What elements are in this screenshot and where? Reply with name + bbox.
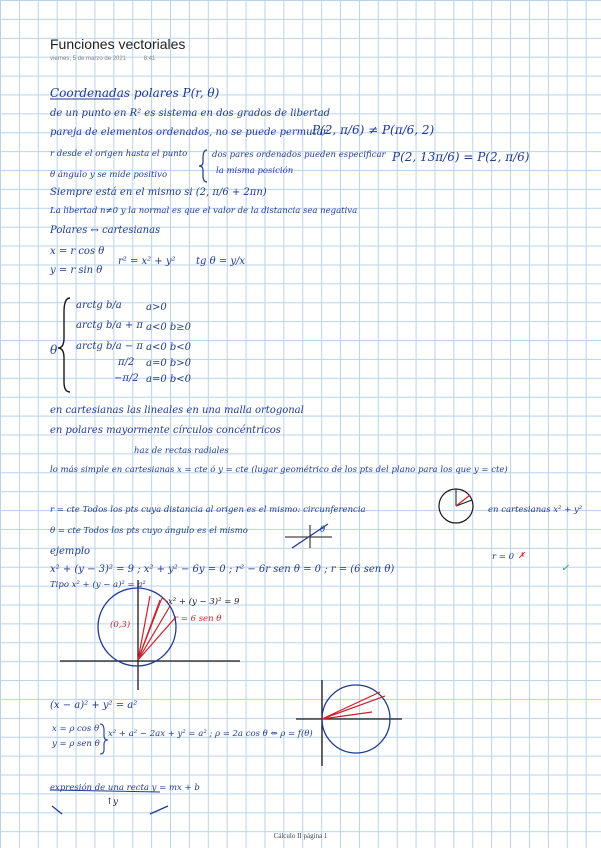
brace-large — [58, 298, 70, 392]
page-time: 8:41 — [143, 56, 156, 62]
note-case: arctg b/a − π — [76, 341, 143, 352]
note-formula: x² + (y − 3)² = 9 ; x² + y² − 6y = 0 ; r² − 6r sen θ = 0 ; r = (6 sen θ) — [50, 564, 395, 575]
diagram-label-center: (0,3) — [110, 620, 131, 630]
note-heading-polar: Coordenadas polares P(r, θ) — [50, 86, 220, 100]
note-cond: a<0 b≥0 — [146, 322, 192, 333]
note-case: arctg b/a — [76, 300, 122, 311]
note-case: arctg b/a + π — [76, 320, 143, 331]
note-case: π/2 — [118, 357, 135, 368]
note-formula: r = 0 — [492, 552, 514, 562]
note-heading: Polares ↔ cartesianas — [50, 225, 161, 236]
note-line: de un punto en R² es sistema en dos grados de libertad — [50, 108, 331, 119]
axes-example2 — [296, 680, 402, 766]
note-line: Siempre está en el mismo si (2, π/6 + 2πn) — [50, 187, 267, 198]
brace-small — [100, 724, 108, 754]
note-line: pareja de elementos ordenados, no se puede permutar — [50, 127, 328, 138]
note-formula: P(2, 13π/6) = P(2, π/6) — [392, 150, 530, 164]
note-case: −π/2 — [114, 373, 139, 384]
note-line: en cartesianas las lineales en una malla ortogonal — [50, 405, 304, 416]
note-line: dos pares ordenados pueden especificar — [212, 150, 386, 160]
note-formula: (x − a)² + y² = a² — [50, 700, 138, 711]
page-footer: Cálculo II página 1 — [273, 832, 328, 840]
note-angle: θ — [320, 525, 326, 535]
note-cond: a<0 b<0 — [146, 342, 192, 353]
note-line: lo más simple en cartesianas x = cte ó y = cte (lugar geométrico de los pts del plano para los que y = cte) — [50, 465, 508, 475]
note-formula: x = ρ cos θ — [52, 724, 100, 734]
note-formula: r² = x² + y² — [118, 256, 176, 267]
note-formula: x = r cos θ — [50, 246, 105, 257]
page-title: Funciones vectoriales — [50, 36, 186, 52]
note-line: la misma posición — [216, 166, 294, 176]
note-line: expresión de una recta y = mx + b — [50, 783, 200, 793]
note-line: r = cte Todos los pts cuya distancia al origen es el mismo: circunferencia — [50, 505, 366, 515]
cross-mark: ✗ — [518, 551, 526, 561]
check-mark: ✓ — [561, 563, 570, 574]
note-formula: P(2, π/6) ≠ P(π/6, 2) — [312, 123, 435, 137]
note-line: La libertad n≠0 y la normal es que el valor de la distancia sea negativa — [50, 206, 358, 216]
note-formula: en cartesianas x² + y² — [488, 505, 583, 515]
note-theta: θ — [50, 343, 58, 357]
note-formula: y = r sin θ — [50, 265, 103, 276]
page-date: viernes, 5 de marzo de 2021 — [50, 56, 127, 62]
diagram-label: x² + (y − 3)² = 9 — [168, 597, 240, 607]
note-line: r desde el origen hasta el punto — [50, 149, 188, 159]
note-line: θ ángulo y se mide positivo — [50, 170, 168, 180]
brace — [199, 150, 207, 182]
note-cond: a=0 b<0 — [146, 374, 192, 385]
diagram-label: r = 6 sen θ — [174, 614, 222, 624]
note-cond: a=0 b>0 — [146, 358, 192, 369]
note-arrow: ↑y — [106, 797, 118, 807]
note-line: θ = cte Todos los pts cuyo ángulo es el mismo — [50, 526, 248, 536]
note-heading-example: ejemplo — [50, 546, 91, 557]
note-formula: Tipo x² + (y − a)² = a² — [50, 580, 146, 590]
note-formula: tg θ = y/x — [196, 256, 246, 267]
note-line: en polares mayormente círculos concéntricos — [50, 425, 281, 436]
note-formula: x² + a² − 2ax + y² = a² ; ρ = 2a cos θ ⇔ ρ = f(θ) — [108, 729, 313, 739]
note-line: haz de rectas radiales — [134, 446, 229, 456]
note-formula: y = ρ sen θ — [52, 739, 100, 749]
note-cond: a>0 — [146, 302, 167, 313]
